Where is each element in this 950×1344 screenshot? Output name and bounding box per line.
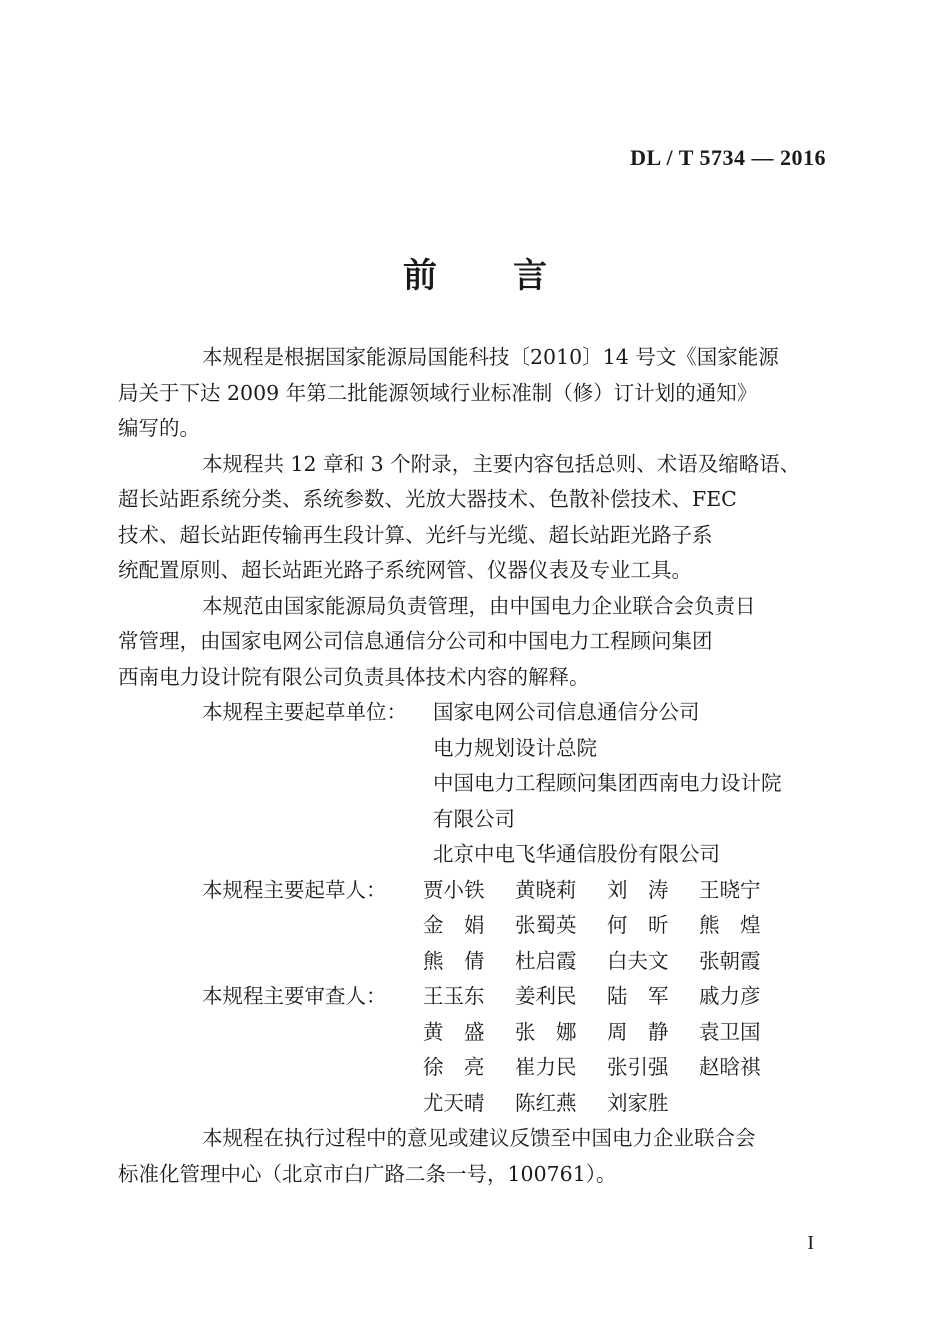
person-name: 张引强 xyxy=(607,1055,669,1079)
person-name: 尤天晴 xyxy=(423,1090,485,1115)
drafting-units-list xyxy=(160,695,825,873)
person-name: 白夫文 xyxy=(607,948,669,973)
person-name: 熊 倩 xyxy=(423,948,485,973)
person-name: 张 娜 xyxy=(515,1019,577,1044)
person-name: 崔力民 xyxy=(515,1055,577,1079)
drafting-units-label: 本规程主要起草单位： xyxy=(202,700,407,724)
person-name: 刘 涛 xyxy=(607,877,669,902)
paragraph-feedback: 本规程在执行过程中的意见或建议反馈至中国电力企业联合会 标准化管理中心（北京市白广路二条一号，100761）。 xyxy=(118,1126,756,1186)
person-name: 王玉东 xyxy=(423,984,485,1008)
reviewers-list xyxy=(160,979,825,1121)
standard-code: DL / T 5734 — 2016 xyxy=(630,145,826,170)
person-name: 刘家胜 xyxy=(607,1090,669,1115)
preface-body xyxy=(118,340,825,1192)
drafters-label: 本规程主要起草人： xyxy=(202,877,387,902)
person-name: 陆 军 xyxy=(607,984,669,1008)
person-name: 周 静 xyxy=(607,1019,669,1044)
drafting-unit: 电力规划设计总院 xyxy=(433,735,597,760)
person-name: 杜启霞 xyxy=(515,948,577,973)
person-name: 贾小铁 xyxy=(423,877,485,902)
person-name: 赵晗祺 xyxy=(699,1055,761,1079)
person-name: 何 昕 xyxy=(607,913,669,937)
person-name: 姜利民 xyxy=(515,984,577,1008)
title-char-2: 言 xyxy=(513,256,547,296)
person-name: 熊 煌 xyxy=(699,913,761,937)
reviewers-label: 本规程主要审查人： xyxy=(202,984,387,1008)
paragraph-basis: 本规程是根据国家能源局国能科技〔2010〕14 号文《国家能源 局关于下达 2009 年第二批能源领域行业标准制（修）订计划的通知》 编写的。 xyxy=(118,345,779,440)
title-char-1: 前 xyxy=(403,256,437,296)
person-name: 张蜀英 xyxy=(515,913,577,937)
drafting-unit: 北京中电飞华通信股份有限公司 xyxy=(433,842,720,866)
drafting-unit: 中国电力工程顾问集团西南电力设计院 xyxy=(433,771,782,795)
paragraph-management: 本规范由国家能源局负责管理，由中国电力企业联合会负责日 常管理，由国家电网公司信息通信分公司和中国电力工程顾问集团 西南电力设计院有限公司负责具体技术内容的解释。 xyxy=(118,593,756,689)
drafting-unit: 国家电网公司信息通信分公司 xyxy=(433,700,700,724)
person-name: 徐 亮 xyxy=(423,1055,485,1079)
person-name: 黄晓莉 xyxy=(515,877,577,902)
person-name: 陈红燕 xyxy=(515,1090,577,1115)
person-name: 黄 盛 xyxy=(423,1019,485,1044)
person-name: 金 娟 xyxy=(423,913,485,937)
person-name: 戚力彦 xyxy=(699,984,761,1008)
person-name: 王晓宁 xyxy=(699,877,761,902)
person-name: 张朝霞 xyxy=(699,948,761,973)
person-name: 袁卫国 xyxy=(699,1019,761,1044)
paragraph-contents: 本规程共 12 章和 3 个附录，主要内容包括总则、术语及缩略语、 超长站距系统分类、系统参数、光放大器技术、色散补偿技术、FEC 技术、超长站距传输再生段计算、光纤与光缆、超长站距光路子系 统配置原则、超长站距光路子系统网管、仪器仪表及专业工具。 xyxy=(118,451,801,582)
page-number: I xyxy=(807,1232,814,1254)
drafters-list xyxy=(160,873,825,980)
page-title xyxy=(0,248,950,297)
drafting-unit: 有限公司 xyxy=(433,806,515,831)
